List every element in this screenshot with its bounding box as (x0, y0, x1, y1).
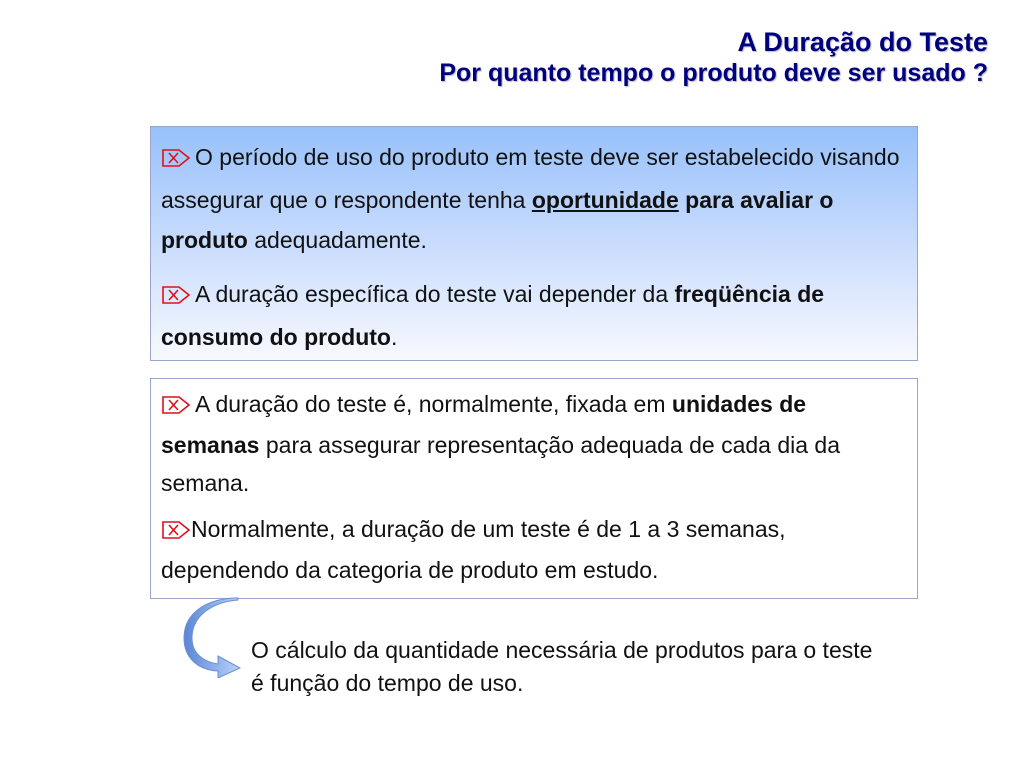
content-box-top (150, 126, 918, 361)
x-box-arrow-icon (161, 140, 191, 180)
bullet-paragraph-3 (161, 385, 909, 502)
emphasis-avaliar: para avaliar o produto (161, 187, 834, 253)
text: O período de uso do produto em teste deve ser estabelecido visando assegurar que o respondente tenha (161, 144, 900, 213)
text: A duração do teste é, normalmente, fixada em (195, 391, 672, 417)
text: A duração específica do teste vai depender da (195, 281, 675, 307)
footnote-text: O cálculo da quantidade necessária de produtos para o teste é função do tempo de uso. (251, 637, 873, 696)
bullet-paragraph-1 (161, 137, 909, 260)
content-box-bottom (150, 378, 918, 599)
emphasis-oportunidade: oportunidade (531, 187, 679, 213)
emphasis-frequencia: freqüência de consumo do produto (161, 281, 825, 350)
bullet-paragraph-4 (161, 510, 909, 589)
slide-title-main: A Duração do Teste (737, 27, 988, 57)
x-box-arrow-icon (161, 388, 191, 426)
slide-title (439, 26, 988, 88)
text: adequadamente. (247, 227, 427, 253)
bullet-paragraph-2 (161, 274, 909, 357)
text: . (390, 324, 398, 350)
emphasis-semanas: unidades de semanas (161, 391, 807, 458)
curved-arrow-icon (182, 596, 244, 678)
x-box-arrow-icon (161, 513, 191, 551)
text: para assegurar representação adequada de cada dia da semana. (161, 432, 841, 496)
x-box-arrow-icon (161, 277, 191, 317)
text: Normalmente, a duração de um teste é de 1 a 3 semanas, dependendo da categoria de produto em estudo. (161, 516, 786, 583)
slide-subtitle: Por quanto tempo o produto deve ser usado ? (439, 59, 988, 87)
